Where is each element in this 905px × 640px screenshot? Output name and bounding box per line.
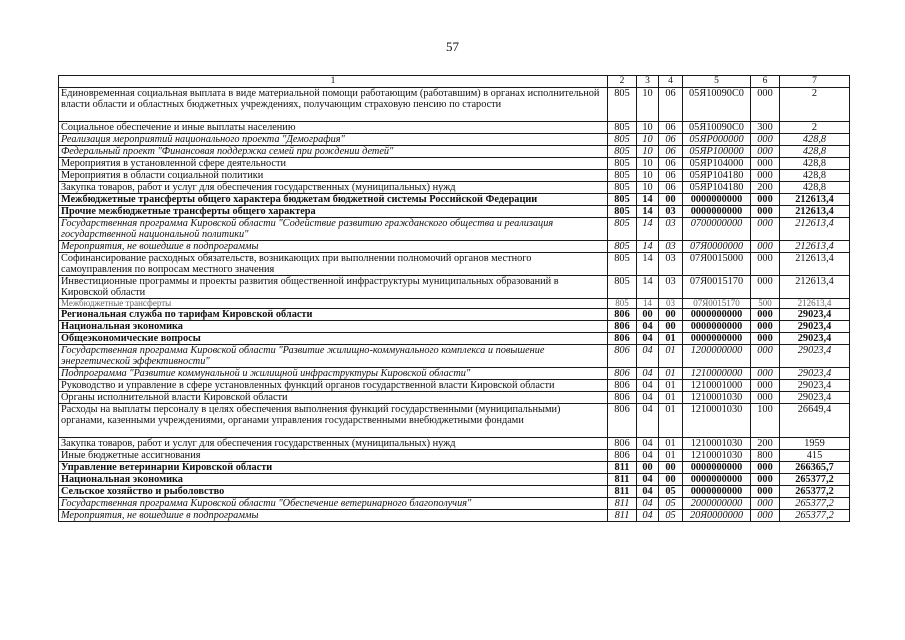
row-amount-cell: 29023,4 [780,321,850,333]
row-subsection-cell: 06 [659,170,683,182]
row-expense-type-cell: 000 [751,206,780,218]
row-name-cell: Государственная программа Кировской области "Развитие жилищно-коммунального комплекса и повышение энергетической эффективности" [59,345,608,368]
row-target-article-cell: 1210001030 [683,438,751,450]
row-section-cell: 14 [637,194,659,206]
row-ministry-code-cell: 806 [608,333,637,345]
row-subsection-cell: 06 [659,146,683,158]
column-header: 7 [780,76,850,88]
row-target-article-cell: 05ЯР000000 [683,134,751,146]
row-amount-cell: 428,8 [780,158,850,170]
row-amount-cell: 265377,2 [780,486,850,498]
row-subsection-cell: 01 [659,438,683,450]
row-amount-cell: 29023,4 [780,309,850,321]
table-row [59,241,850,253]
row-ministry-code-cell: 805 [608,88,637,122]
row-name-cell: Общеэкономические вопросы [59,333,608,345]
row-target-article-cell: 05ЯР104180 [683,170,751,182]
row-section-cell: 04 [637,498,659,510]
row-name-cell: Расходы на выплаты персоналу в целях обеспечения выполнения функций государственными (муниципальными) органами, казенными учреждениями, органами управления государственными внебюджетными фондами [59,404,608,438]
row-amount-cell: 265377,2 [780,474,850,486]
row-subsection-cell: 05 [659,510,683,522]
table-row [59,486,850,498]
row-subsection-cell: 05 [659,486,683,498]
row-subsection-cell: 00 [659,309,683,321]
row-subsection-cell: 00 [659,321,683,333]
row-amount-cell: 428,8 [780,146,850,158]
row-target-article-cell: 2000000000 [683,498,751,510]
row-target-article-cell: 0000000000 [683,206,751,218]
row-section-cell: 04 [637,474,659,486]
budget-table [58,75,850,522]
row-name-cell: Органы исполнительной власти Кировской области [59,392,608,404]
table-row [59,368,850,380]
column-header: 2 [608,76,637,88]
table-row [59,182,850,194]
row-section-cell: 00 [637,462,659,474]
row-expense-type-cell: 000 [751,276,780,299]
row-name-cell: Мероприятия в области социальной политики [59,170,608,182]
row-section-cell: 04 [637,321,659,333]
row-expense-type-cell: 000 [751,88,780,122]
row-subsection-cell: 01 [659,392,683,404]
row-subsection-cell: 03 [659,299,683,309]
table-row [59,253,850,276]
row-target-article-cell: 07Я0015000 [683,253,751,276]
table-row [59,474,850,486]
row-section-cell: 10 [637,170,659,182]
row-expense-type-cell: 000 [751,158,780,170]
row-subsection-cell: 01 [659,333,683,345]
column-header: 1 [59,76,608,88]
row-ministry-code-cell: 806 [608,380,637,392]
row-ministry-code-cell: 806 [608,345,637,368]
table-row [59,380,850,392]
row-ministry-code-cell: 811 [608,510,637,522]
row-name-cell: Межбюджетные трансферты [59,299,608,309]
row-section-cell: 04 [637,510,659,522]
row-name-cell: Мероприятия, не вошедшие в подпрограммы [59,510,608,522]
row-expense-type-cell: 000 [751,345,780,368]
row-ministry-code-cell: 805 [608,299,637,309]
row-target-article-cell: 05ЯР104000 [683,158,751,170]
row-amount-cell: 212613,4 [780,218,850,241]
row-subsection-cell: 00 [659,194,683,206]
row-name-cell: Софинансирование расходных обязательств, возникающих при выполнении полномочий органов местного самоуправления по вопросам местного значения [59,253,608,276]
row-section-cell: 04 [637,404,659,438]
row-name-cell: Государственная программа Кировской области "Содействие развитию гражданского общества и реализация государственной национальной политики" [59,218,608,241]
row-target-article-cell: 1210000000 [683,368,751,380]
table-row [59,88,850,122]
row-ministry-code-cell: 805 [608,241,637,253]
row-target-article-cell: 0000000000 [683,333,751,345]
row-amount-cell: 415 [780,450,850,462]
row-section-cell: 14 [637,299,659,309]
row-target-article-cell: 05ЯР100000 [683,146,751,158]
row-amount-cell: 265377,2 [780,498,850,510]
row-expense-type-cell: 000 [751,486,780,498]
row-name-cell: Социальное обеспечение и иные выплаты населению [59,122,608,134]
row-expense-type-cell: 000 [751,368,780,380]
column-header: 3 [637,76,659,88]
row-amount-cell: 29023,4 [780,380,850,392]
row-section-cell: 10 [637,158,659,170]
column-header-row [59,76,850,88]
row-name-cell: Региональная служба по тарифам Кировской области [59,309,608,321]
table-row [59,122,850,134]
table-row [59,345,850,368]
table-row [59,510,850,522]
row-ministry-code-cell: 806 [608,321,637,333]
row-name-cell: Инвестиционные программы и проекты развития общественной инфраструктуры муниципальных образований в Кировской области [59,276,608,299]
row-amount-cell: 212613,4 [780,276,850,299]
row-ministry-code-cell: 811 [608,498,637,510]
row-amount-cell: 265377,2 [780,510,850,522]
row-ministry-code-cell: 805 [608,276,637,299]
row-expense-type-cell: 200 [751,438,780,450]
row-target-article-cell: 1210001030 [683,404,751,438]
row-subsection-cell: 06 [659,88,683,122]
row-expense-type-cell: 000 [751,510,780,522]
table-row [59,194,850,206]
row-amount-cell: 212613,4 [780,241,850,253]
row-ministry-code-cell: 805 [608,146,637,158]
row-target-article-cell: 0000000000 [683,309,751,321]
row-amount-cell: 29023,4 [780,333,850,345]
row-expense-type-cell: 000 [751,170,780,182]
table-row [59,299,850,309]
row-ministry-code-cell: 805 [608,218,637,241]
table-row [59,158,850,170]
row-subsection-cell: 06 [659,122,683,134]
row-target-article-cell: 1210001000 [683,380,751,392]
row-name-cell: Мероприятия в установленной сфере деятельности [59,158,608,170]
row-section-cell: 04 [637,392,659,404]
row-expense-type-cell: 000 [751,321,780,333]
row-subsection-cell: 00 [659,462,683,474]
row-subsection-cell: 01 [659,404,683,438]
row-subsection-cell: 03 [659,253,683,276]
column-header: 5 [683,76,751,88]
row-section-cell: 04 [637,368,659,380]
row-amount-cell: 428,8 [780,182,850,194]
table-row [59,146,850,158]
row-ministry-code-cell: 806 [608,450,637,462]
row-name-cell: Закупка товаров, работ и услуг для обеспечения государственных (муниципальных) нужд [59,438,608,450]
row-amount-cell: 428,8 [780,170,850,182]
row-section-cell: 14 [637,276,659,299]
row-name-cell: Управление ветеринарии Кировской области [59,462,608,474]
row-target-article-cell: 0000000000 [683,321,751,333]
table-row [59,276,850,299]
row-expense-type-cell: 800 [751,450,780,462]
row-ministry-code-cell: 806 [608,438,637,450]
row-name-cell: Сельское хозяйство и рыболовство [59,486,608,498]
page-number: 57 [446,39,459,54]
row-expense-type-cell: 000 [751,498,780,510]
row-amount-cell: 29023,4 [780,368,850,380]
row-target-article-cell: 0000000000 [683,462,751,474]
row-name-cell: Федеральный проект "Финансовая поддержка семей при рождении детей" [59,146,608,158]
table-row [59,450,850,462]
row-section-cell: 10 [637,122,659,134]
row-expense-type-cell: 000 [751,134,780,146]
row-ministry-code-cell: 811 [608,462,637,474]
row-section-cell: 14 [637,253,659,276]
row-expense-type-cell: 000 [751,241,780,253]
row-section-cell: 10 [637,182,659,194]
row-name-cell: Закупка товаров, работ и услуг для обеспечения государственных (муниципальных) нужд [59,182,608,194]
row-target-article-cell: 1210001030 [683,450,751,462]
row-amount-cell: 26649,4 [780,404,850,438]
row-ministry-code-cell: 806 [608,368,637,380]
row-expense-type-cell: 000 [751,333,780,345]
row-subsection-cell: 03 [659,276,683,299]
row-target-article-cell: 1200000000 [683,345,751,368]
column-header: 6 [751,76,780,88]
row-name-cell: Прочие межбюджетные трансферты общего характера [59,206,608,218]
row-section-cell: 04 [637,345,659,368]
row-expense-type-cell: 500 [751,299,780,309]
row-expense-type-cell: 000 [751,194,780,206]
row-subsection-cell: 01 [659,450,683,462]
row-ministry-code-cell: 805 [608,182,637,194]
row-ministry-code-cell: 805 [608,206,637,218]
row-name-cell: Мероприятия, не вошедшие в подпрограммы [59,241,608,253]
row-expense-type-cell: 000 [751,462,780,474]
table-row [59,206,850,218]
row-amount-cell: 1959 [780,438,850,450]
table-row [59,333,850,345]
row-subsection-cell: 06 [659,134,683,146]
row-ministry-code-cell: 805 [608,194,637,206]
row-ministry-code-cell: 811 [608,486,637,498]
row-ministry-code-cell: 811 [608,474,637,486]
table-row [59,218,850,241]
table-row [59,392,850,404]
row-expense-type-cell: 000 [751,392,780,404]
row-expense-type-cell: 000 [751,146,780,158]
table-row [59,404,850,438]
row-expense-type-cell: 000 [751,474,780,486]
row-amount-cell: 212613,4 [780,253,850,276]
table-row [59,321,850,333]
row-amount-cell: 2 [780,122,850,134]
row-ministry-code-cell: 806 [608,309,637,321]
row-expense-type-cell: 000 [751,380,780,392]
row-subsection-cell: 06 [659,158,683,170]
table-row [59,134,850,146]
row-target-article-cell: 0000000000 [683,486,751,498]
row-section-cell: 04 [637,450,659,462]
row-section-cell: 14 [637,241,659,253]
row-section-cell: 10 [637,134,659,146]
row-subsection-cell: 03 [659,206,683,218]
row-target-article-cell: 07Я0000000 [683,241,751,253]
row-subsection-cell: 01 [659,380,683,392]
row-expense-type-cell: 000 [751,309,780,321]
row-ministry-code-cell: 805 [608,122,637,134]
row-amount-cell: 29023,4 [780,392,850,404]
table-row [59,438,850,450]
row-subsection-cell: 03 [659,218,683,241]
row-section-cell: 10 [637,146,659,158]
row-expense-type-cell: 000 [751,253,780,276]
row-name-cell: Национальная экономика [59,474,608,486]
row-section-cell: 00 [637,309,659,321]
row-name-cell: Иные бюджетные ассигнования [59,450,608,462]
row-expense-type-cell: 200 [751,182,780,194]
row-name-cell: Подпрограмма "Развитие коммунальной и жилищной инфраструктуры Кировской области" [59,368,608,380]
row-subsection-cell: 01 [659,345,683,368]
row-section-cell: 10 [637,88,659,122]
row-amount-cell: 212613,4 [780,194,850,206]
row-ministry-code-cell: 805 [608,134,637,146]
row-ministry-code-cell: 805 [608,170,637,182]
row-section-cell: 14 [637,218,659,241]
row-section-cell: 04 [637,438,659,450]
row-section-cell: 04 [637,333,659,345]
row-subsection-cell: 06 [659,182,683,194]
row-name-cell: Руководство и управление в сфере установленных функций органов государственной власти Кировской области [59,380,608,392]
row-ministry-code-cell: 805 [608,253,637,276]
row-amount-cell: 2 [780,88,850,122]
row-subsection-cell: 00 [659,474,683,486]
row-section-cell: 04 [637,380,659,392]
row-name-cell: Единовременная социальная выплата в виде материальной помощи работающим (работавшим) в органах исполнительной власти области и областных бюджетных учреждениях, получающим страховую пенсию по старости [59,88,608,122]
row-expense-type-cell: 100 [751,404,780,438]
row-section-cell: 14 [637,206,659,218]
row-subsection-cell: 05 [659,498,683,510]
table-row [59,309,850,321]
row-name-cell: Реализация мероприятий национального проекта "Демография" [59,134,608,146]
row-amount-cell: 212613,4 [780,299,850,309]
row-target-article-cell: 05ЯР104180 [683,182,751,194]
row-name-cell: Межбюджетные трансферты общего характера бюджетам бюджетной системы Российской Федерации [59,194,608,206]
row-target-article-cell: 0000000000 [683,194,751,206]
row-amount-cell: 428,8 [780,134,850,146]
table-row [59,498,850,510]
row-amount-cell: 266365,7 [780,462,850,474]
row-name-cell: Государственная программа Кировской области "Обеспечение ветеринарного благополучия" [59,498,608,510]
row-target-article-cell: 0000000000 [683,474,751,486]
row-target-article-cell: 0700000000 [683,218,751,241]
row-name-cell: Национальная экономика [59,321,608,333]
column-header: 4 [659,76,683,88]
row-section-cell: 04 [637,486,659,498]
table-row [59,462,850,474]
row-target-article-cell: 07Я0015170 [683,276,751,299]
row-subsection-cell: 01 [659,368,683,380]
row-expense-type-cell: 000 [751,218,780,241]
row-target-article-cell: 07Я0015170 [683,299,751,309]
row-target-article-cell: 05Я10090С0 [683,88,751,122]
row-amount-cell: 212613,4 [780,206,850,218]
table-row [59,170,850,182]
row-target-article-cell: 05Я10090С0 [683,122,751,134]
row-ministry-code-cell: 805 [608,158,637,170]
row-subsection-cell: 03 [659,241,683,253]
row-target-article-cell: 20Я0000000 [683,510,751,522]
row-target-article-cell: 1210001030 [683,392,751,404]
row-amount-cell: 29023,4 [780,345,850,368]
row-ministry-code-cell: 806 [608,404,637,438]
row-expense-type-cell: 300 [751,122,780,134]
row-ministry-code-cell: 806 [608,392,637,404]
